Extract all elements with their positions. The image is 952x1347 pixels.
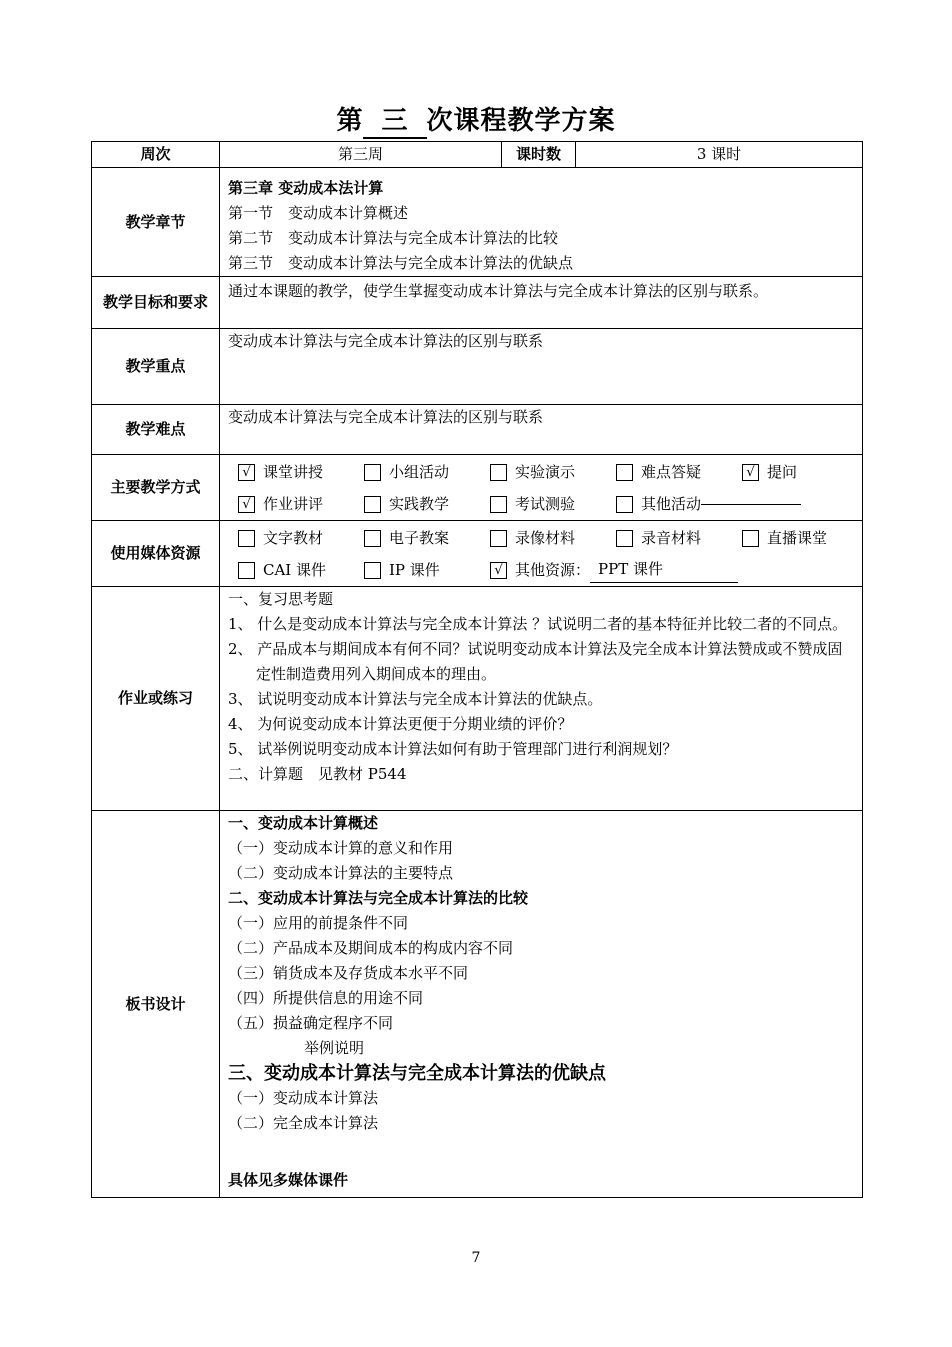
checkbox[interactable]: √ — [742, 464, 759, 481]
chapter-row — [92, 168, 863, 277]
other-activity-blank[interactable] — [701, 504, 801, 505]
checkbox[interactable] — [238, 562, 255, 579]
checkbox[interactable]: √ — [238, 464, 255, 481]
methods-label: 主要教学方式 — [92, 455, 220, 521]
week-label: 周次 — [92, 142, 220, 168]
week-value: 第三周 — [220, 142, 502, 168]
page-number: 7 — [471, 1250, 481, 1266]
homework-row — [92, 587, 863, 811]
goals-row — [92, 277, 863, 329]
checkbox[interactable] — [490, 530, 507, 547]
checkbox[interactable]: √ — [490, 562, 507, 579]
method-option[interactable]: 其他活动 — [616, 488, 836, 520]
board-example: 举例说明 — [304, 1039, 365, 1057]
homework-item: 4、 为何说变动成本计算法更便于分期业绩的评价？ — [228, 715, 573, 733]
hours-value: 3 课时 — [576, 142, 863, 168]
homework-item: 5、 试举例说明变动成本计算法如何有助于管理部门进行利润规划？ — [228, 740, 678, 758]
board-item: （三）销货成本及存货成本水平不同 — [228, 964, 469, 982]
checkbox[interactable] — [490, 464, 507, 481]
checkbox[interactable] — [742, 530, 759, 547]
chapter-section: 第三节 变动成本计算法与完全成本计算法的优缺点 — [228, 254, 574, 272]
board-label: 板书设计 — [92, 811, 220, 1198]
board-item: （二）产品成本及期间成本的构成内容不同 — [228, 939, 514, 957]
method-option[interactable]: 实验演示 — [490, 456, 616, 488]
lesson-plan-table — [91, 141, 863, 1198]
chapter-section: 第一节 变动成本计算概述 — [228, 204, 409, 222]
focus-label: 教学重点 — [92, 329, 220, 405]
checkbox[interactable] — [616, 496, 633, 513]
focus-row — [92, 329, 863, 405]
media-options — [220, 521, 862, 586]
media-option[interactable]: 直播课堂 — [742, 522, 842, 554]
homework-label: 作业或练习 — [92, 587, 220, 811]
media-option[interactable]: 文字教材 — [238, 522, 364, 554]
checkbox[interactable] — [238, 530, 255, 547]
checkbox[interactable] — [364, 562, 381, 579]
method-option[interactable]: 小组活动 — [364, 456, 490, 488]
method-option[interactable]: √ 课堂讲授 — [238, 456, 364, 488]
method-option[interactable]: 考试测验 — [490, 488, 616, 520]
media-row — [92, 521, 863, 587]
methods-row — [92, 455, 863, 521]
checkbox[interactable] — [364, 496, 381, 513]
board-heading-1: 一、变动成本计算概述 — [228, 814, 379, 832]
goals-label: 教学目标和要求 — [92, 277, 220, 329]
difficulty-text: 变动成本计算法与完全成本计算法的区别与联系 — [220, 405, 863, 455]
board-item: （二）完全成本计算法 — [228, 1114, 379, 1132]
board-item: （一）变动成本计算法 — [228, 1089, 379, 1107]
other-resource-value[interactable]: PPT 课件 — [590, 557, 738, 583]
methods-options — [220, 455, 862, 520]
media-option[interactable]: √ 其他资源： PPT 课件 — [490, 554, 790, 586]
board-heading-2: 二、变动成本计算法与完全成本计算法的比较 — [228, 889, 529, 907]
focus-text: 变动成本计算法与完全成本计算法的区别与联系 — [220, 329, 863, 405]
method-option[interactable]: √ 提问 — [742, 456, 832, 488]
homework-section2: 二、计算题 见教材 P544 — [228, 765, 407, 783]
board-item: （二）变动成本计算法的主要特点 — [228, 864, 454, 882]
homework-section1: 一、复习思考题 — [228, 590, 334, 608]
media-option[interactable]: 录像材料 — [490, 522, 616, 554]
media-label: 使用媒体资源 — [92, 521, 220, 587]
media-option[interactable]: CAI 课件 — [238, 554, 364, 586]
checkbox[interactable] — [364, 530, 381, 547]
checkbox[interactable] — [490, 496, 507, 513]
method-option[interactable]: √ 作业讲评 — [238, 488, 364, 520]
page-title — [0, 100, 952, 139]
board-item: （五）损益确定程序不同 — [228, 1014, 394, 1032]
method-option[interactable]: 实践教学 — [364, 488, 490, 520]
goals-text: 通过本课题的教学，使学生掌握变动成本计算法与完全成本计算法的区别与联系。 — [220, 277, 863, 329]
board-heading-3: 三、变动成本计算法与完全成本计算法的优缺点 — [228, 1063, 606, 1084]
hours-label: 课时数 — [502, 142, 576, 168]
method-option[interactable]: 难点答疑 — [616, 456, 742, 488]
board-item: （一）变动成本计算的意义和作用 — [228, 839, 454, 857]
media-option[interactable]: 电子教案 — [364, 522, 490, 554]
homework-item: 2、 产品成本与期间成本有何不同？试说明变动成本计算法及完全成本计算法赞成或不赞成固定性制造费用列入期间成本的理由。 — [228, 640, 843, 683]
title-blank: 三 — [363, 100, 426, 139]
media-option[interactable]: IP 课件 — [364, 554, 490, 586]
homework-item: 3、 试说明变动成本计算法与完全成本计算法的优缺点。 — [228, 690, 603, 708]
checkbox[interactable] — [364, 464, 381, 481]
title-suffix: 次课程教学方案 — [426, 106, 616, 136]
homework-item: 1、 什么是变动成本计算法与完全成本计算法 ？试说明二者的基本特征并比较二者的不同点。 — [228, 615, 848, 633]
checkbox[interactable]: √ — [238, 496, 255, 513]
chapter-section: 第二节 变动成本计算法与完全成本计算法的比较 — [228, 229, 559, 247]
difficulty-row — [92, 405, 863, 455]
chapter-heading: 第三章 变动成本法计算 — [228, 179, 384, 197]
chapter-label: 教学章节 — [92, 168, 220, 277]
header-row — [92, 142, 863, 168]
title-prefix: 第 — [336, 106, 364, 136]
checkbox[interactable] — [616, 530, 633, 547]
checkbox[interactable] — [616, 464, 633, 481]
board-row — [92, 811, 863, 1198]
board-item: （四）所提供信息的用途不同 — [228, 989, 424, 1007]
board-footer: 具体见多媒体课件 — [228, 1171, 349, 1189]
difficulty-label: 教学难点 — [92, 405, 220, 455]
board-item: （一）应用的前提条件不同 — [228, 914, 409, 932]
media-option[interactable]: 录音材料 — [616, 522, 742, 554]
